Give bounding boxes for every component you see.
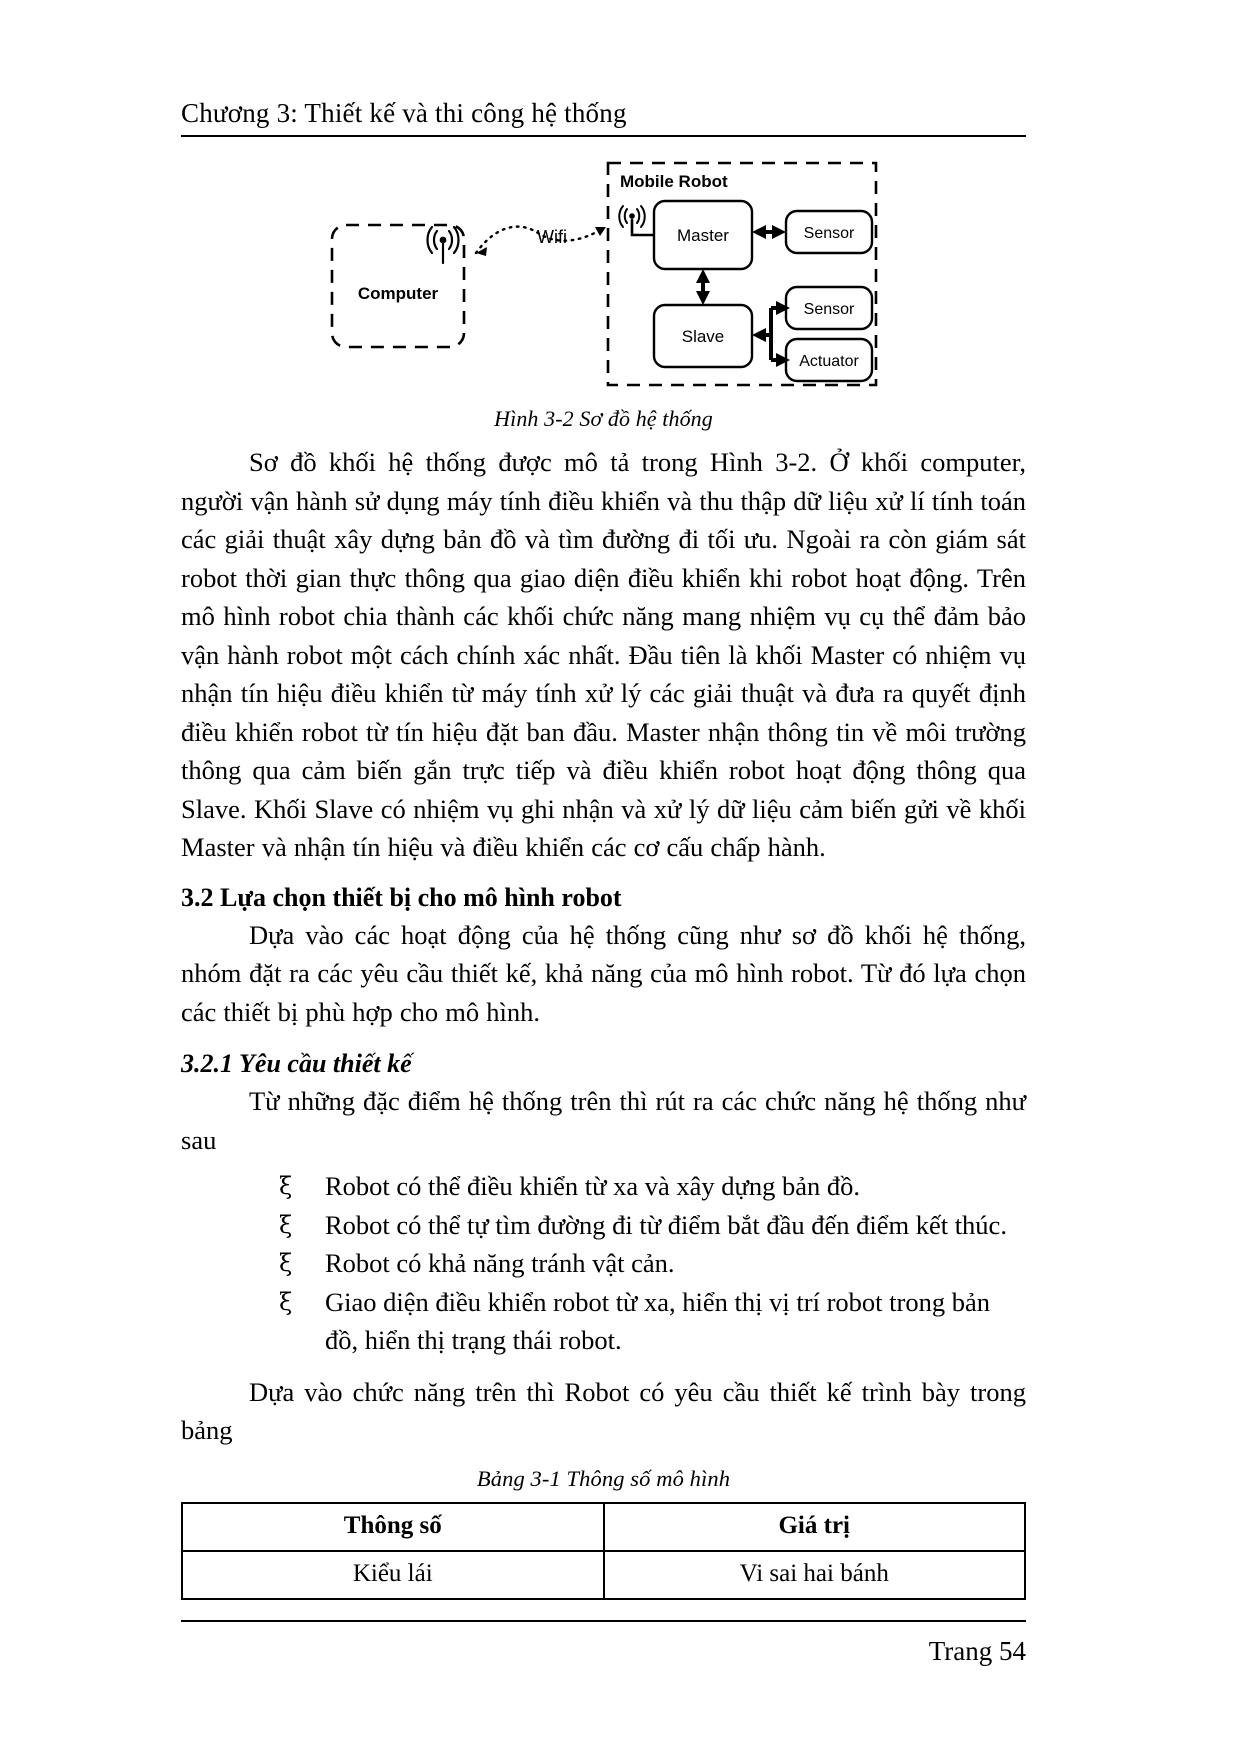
paragraph-table-intro: Dựa vào chức năng trên thì Robot có yêu cầu thiết kế trình bày trong bảng	[181, 1376, 1026, 1445]
table-header-row	[182, 1503, 1025, 1551]
list-item	[181, 1283, 1026, 1360]
arrow-slave-bus	[752, 301, 790, 367]
table-cell-value: Vi sai hai bánh	[604, 1551, 1026, 1599]
list-item	[181, 1206, 1026, 1245]
table-row	[182, 1551, 1025, 1599]
page-content	[181, 96, 1026, 1600]
table-caption: Bảng 3-1 Thông số mô hình	[476, 1465, 731, 1491]
bullet-marker-icon: ξ	[279, 1210, 293, 1239]
table-column-header-parameter: Thông số	[182, 1503, 604, 1551]
bullet-marker-icon: ξ	[279, 1172, 293, 1200]
sensor-top-label: Sensor	[803, 225, 854, 242]
list-item-label: Giao diện điều khiển robot từ xa, hiển thị vị trí robot trong bản đồ, hiển thị trạng thái robot.	[325, 1286, 990, 1355]
list-item-label: Robot có khả năng tránh vật cản.	[325, 1248, 675, 1278]
sensor-bottom-label: Sensor	[803, 301, 854, 318]
requirements-list	[181, 1167, 1026, 1360]
antenna-icon	[619, 206, 654, 235]
paragraph-design-requirements-intro: Từ những đặc điểm hệ thống trên thì rút ra các chức năng hệ thống như sau	[181, 1086, 1026, 1155]
bullet-marker-icon: ξ	[279, 1287, 293, 1316]
table-column-header-value: Giá trị	[604, 1503, 1026, 1551]
parameters-table	[181, 1502, 1026, 1600]
running-header: Chương 3: Thiết kế và thi công hệ thống	[181, 98, 627, 128]
table-cell-parameter: Kiểu lái	[182, 1551, 604, 1599]
list-item	[181, 1244, 1026, 1283]
slave-label: Slave	[681, 327, 724, 346]
list-item-label: Robot có thể tự tìm đường đi từ điểm bắt đầu đến điểm kết thúc.	[325, 1209, 1007, 1240]
antenna-icon	[427, 227, 458, 263]
page-number: Trang 54	[928, 1636, 1026, 1666]
master-label: Master	[676, 226, 729, 245]
figure-caption: Hình 3-2 Sơ đồ hệ thống	[494, 406, 713, 431]
list-item-label: Robot có thể điều khiển từ xa và xây dựng bản đồ.	[325, 1171, 861, 1201]
header-divider	[181, 135, 1026, 137]
arrow-master-sensor	[752, 225, 786, 239]
system-diagram-svg	[324, 157, 884, 402]
mobile-robot-label: Mobile Robot	[619, 172, 728, 191]
wifi-label: Wifi	[536, 227, 567, 247]
list-item	[181, 1167, 1026, 1206]
computer-label: Computer	[357, 284, 438, 303]
figure-system-block-diagram	[181, 157, 1026, 402]
paragraph-device-selection: Dựa vào các hoạt động của hệ thống cũng như sơ đồ khối hệ thống, nhóm đặt ra các yêu cầu thiết kế, khả năng của mô hình robot. Từ đó lựa chọn các thiết bị phù hợp cho mô hình.	[181, 919, 1026, 1027]
paragraph-system-overview: Sơ đồ khối hệ thống được mô tả trong Hình 3-2. Ở khối computer, người vận hành sử dụng máy tính điều khiển và thu thập dữ liệu xử lí tính toán các giải thuật xây dựng bản đồ và tìm đường đi tối ưu. Ngoài ra còn giám sát robot thời gian thực thông qua giao diện điều khiển khi robot hoạt động. Trên mô hình robot chia thành các khối chức năng mang nhiệm vụ cụ thể đảm bảo vận hành robot một cách chính xác nhất. Đầu tiên là khối Master có nhiệm vụ nhận tín hiệu điều khiển từ máy tính xử lý các giải thuật và đưa ra quyết định điều khiển robot từ tín hiệu đặt ban đầu. Master nhận thông tin về môi trường thông qua cảm biến gắn trực tiếp và điều khiển robot hoạt động thông qua Slave. Khối Slave có nhiệm vụ ghi nhận và xử lý dữ liệu cảm biến gửi về khối Master và nhận tín hiệu và điều khiển các cơ cấu chấp hành.	[181, 447, 1026, 862]
footer-divider	[181, 1620, 1026, 1622]
heading-3-2: 3.2 Lựa chọn thiết bị cho mô hình robot	[181, 882, 622, 912]
arrow-master-slave	[696, 269, 710, 305]
actuator-label: Actuator	[798, 353, 859, 370]
heading-3-2-1: 3.2.1 Yêu cầu thiết kế	[181, 1049, 412, 1078]
bullet-marker-icon: ξ	[279, 1249, 293, 1277]
